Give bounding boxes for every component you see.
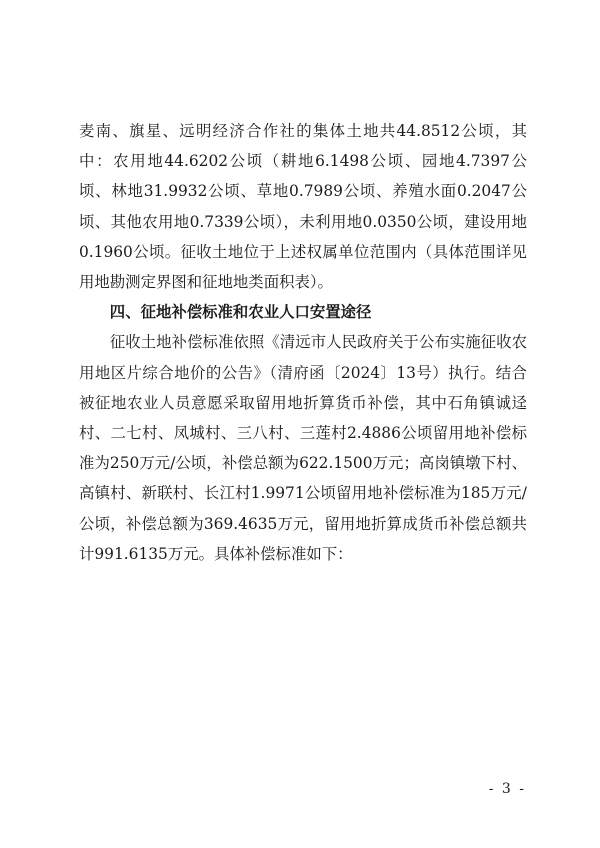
paragraph-land-area: 麦南、旗星、远明经济合作社的集体土地共44.8512公顷，其中：农用地44.6202公顷（耕地6.1498公顷、园地4.7397公顷、林地31.9932公顷、草地0.7989公顷、养殖水面0.2047公顷、其他农用地0.7339公顷），未利用地0.0350公顷，建设用地0.1960公顷。征收土地位于上述权属单位范围内（具体范围详见用地勘测定界图和征地地类面积表）。 [79, 122, 527, 292]
page-number: - 3 - [488, 781, 526, 797]
section-heading: 四、征地补偿标准和农业人口安置途径 [109, 303, 372, 322]
document-body [79, 116, 527, 569]
paragraph-compensation: 征收土地补偿标准依照《清远市人民政府关于公布实施征收农用地区片综合地价的公告》（清府函〔2024〕13号）执行。结合被征地农业人员意愿采取留用地折算货币补偿，其中石角镇诚迳村、二七村、凤城村、三八村、三莲村2.4886公顷留用地补偿标准为250万元/公顷，补偿总额为622.1500万元；高岗镇墩下村、高镇村、新联村、长江村1.9971公顷留用地补偿标准为185万元/公顷，补偿总额为369.4635万元，留用地折算成货币补偿总额共计991.6135万元。具体补偿标准如下： [79, 333, 527, 563]
